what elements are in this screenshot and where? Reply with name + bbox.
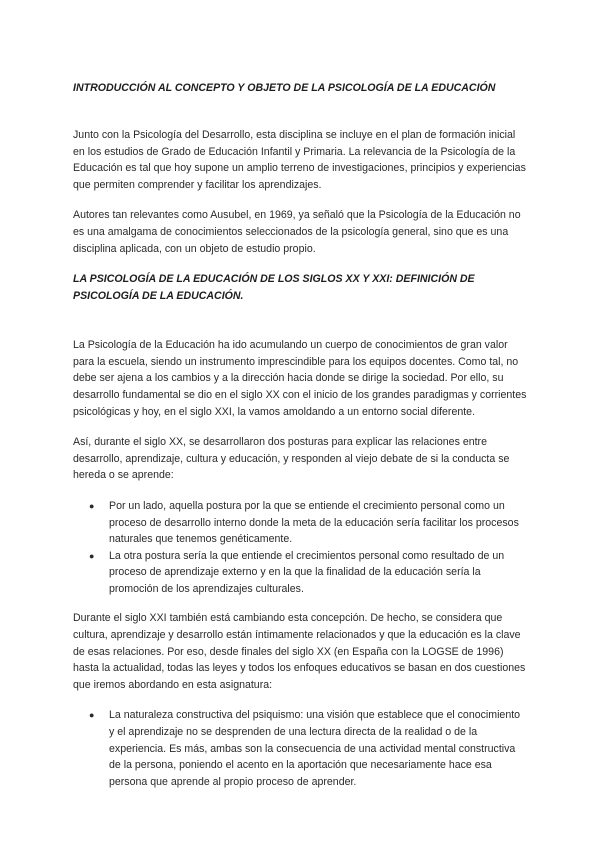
intro-paragraph-2: Autores tan relevantes como Ausubel, en 1969, ya señaló que la Psicología de la Educación no es una amalgama de conocimientos seleccionados de la psicología general, sino que es una disciplina aplicada, con un objeto de estudio propio. <box>73 209 521 255</box>
list-item <box>73 707 528 790</box>
paragraph-after-bullets: Durante el siglo XXI también está cambiando esta concepción. De hecho, se considera que cultura, aprendizaje y desarrollo están íntimamente relacionados y que la educación es la clave de esas relaciones. Por eso, desde finales del siglo XX (en España con la LOGSE de 1996) hasta la actualidad, todas las leyes y todos los enfoques educativos se basan en dos cuestiones que iremos abordando en esta asignatura: <box>73 612 526 691</box>
list-item-text: La naturaleza constructiva del psiquismo: una visión que establece que el conocimiento y el aprendizaje no se desprenden de una lectura directa de la realidad o de la experiencia. Es más, ambas son la consecuencia de una actividad mental constructiva de la persona, poniendo el acento en la aportación que necesariamente hace esa persona que aprende al propio proceso de aprender. <box>109 709 521 788</box>
bullet-list-questions <box>73 707 528 790</box>
bullet-icon: ● <box>89 500 95 511</box>
list-item-text: Por un lado, aquella postura por la que se entiende el crecimiento personal como un proceso de desarrollo interno donde la meta de la educación sería facilitar los procesos naturales que tenemos genéticamente. <box>109 499 519 546</box>
bullet-list-postures <box>73 498 528 598</box>
section-paragraph-2: Así, durante el siglo XX, se desarrollaron dos posturas para explicar las relaciones entre desarrollo, aprendizaje, cultura y educación, y responden al viejo debate de si la conducta se hereda o se aprende: <box>73 436 510 482</box>
list-item <box>73 548 528 598</box>
section-heading: LA PSICOLOGÍA DE LA EDUCACIÓN DE LOS SIGLOS XX Y XXI: DEFINICIÓN DE PSICOLOGÍA DE LA EDUCACIÓN. <box>73 273 475 303</box>
document-title: INTRODUCCIÓN AL CONCEPTO Y OBJETO DE LA PSICOLOGÍA DE LA EDUCACIÓN <box>73 82 496 94</box>
section-paragraph-1: La Psicología de la Educación ha ido acumulando un cuerpo de conocimientos de gran valor para la escuela, siendo un instrumento imprescindible para los equipos docentes. Como tal, no debe ser ajena a los cambios y a la dirección hacia donde se dirige la sociedad. Por ello, su desarrollo fundamental se dio en el siglo XX con el inicio de los grandes paradigmas y corrientes psicológicas y hoy, en el siglo XXI, la vamos amoldando a un entorno social diferente. <box>73 339 527 418</box>
bullet-icon: ● <box>89 710 95 721</box>
list-item-text: La otra postura sería la que entiende el crecimientos personal como resultado de un proceso de aprendizaje externo y en la que la finalidad de la educación sería la promoción de los aprendizajes culturales. <box>109 549 505 595</box>
intro-paragraph-1: Junto con la Psicología del Desarrollo, esta disciplina se incluye en el plan de formación inicial en los estudios de Grado de Educación Infantil y Primaria. La relevancia de la Psicología de la Educación es tal que hoy supone un amplio terreno de investigaciones, principios y experiencias que permiten comprender y facilitar los aprendizajes. <box>73 129 526 191</box>
list-item <box>73 498 528 548</box>
bullet-icon: ● <box>89 550 95 561</box>
